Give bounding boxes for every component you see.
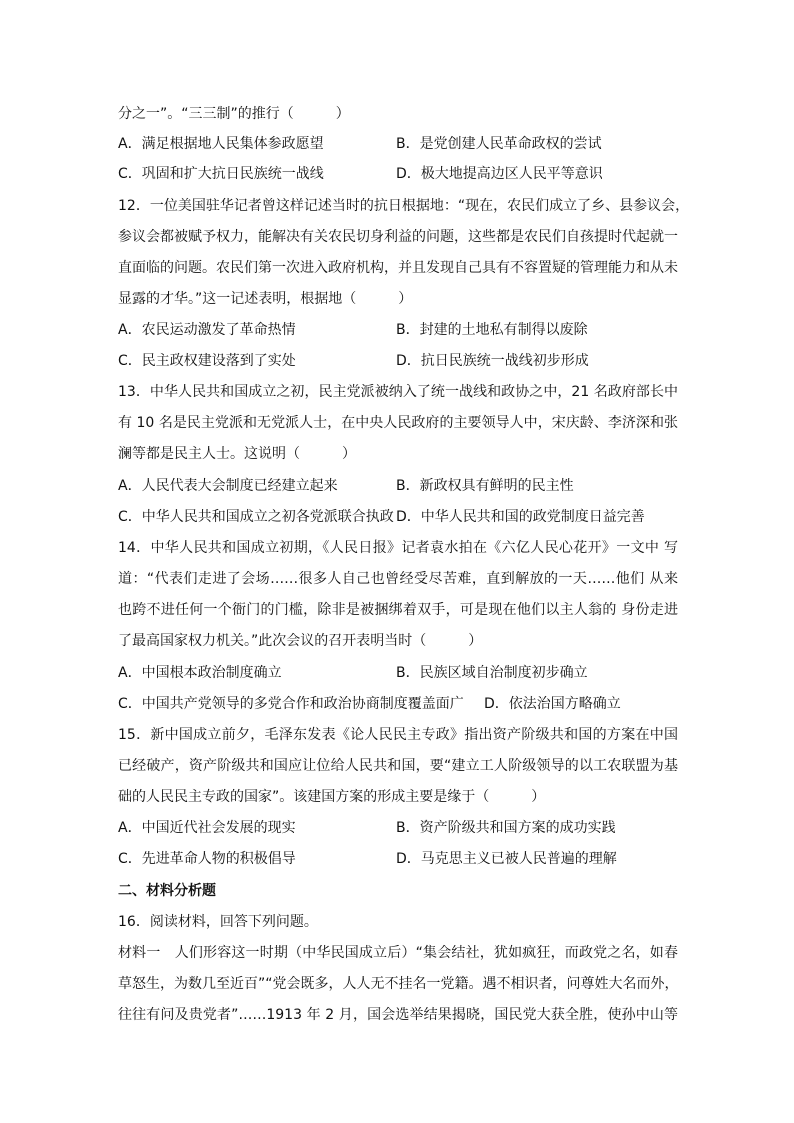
q16-stem: 16．阅读材料，回答下列问题。 <box>118 914 318 930</box>
q11-options-row-2 <box>118 164 678 184</box>
material-one-line: 草怒生，为数几至近百”“党会既多，人人无不挂名一党籍。遇不相识者，问尊姓大名而外， <box>118 976 679 992</box>
q12-stem-line: 直面临的问题。农民们第一次进入政府机构，并且发现自己具有不容置疑的管理能力和从未 <box>118 260 678 276</box>
q14-stem-line: 道：“代表们走进了会场……很多人自己也曾经受尽苦难，直到解放的一天……他们 从来 <box>118 571 678 587</box>
q13-stem-line: 澜等都是民主人士。这说明（ ） <box>118 446 356 462</box>
q15-options-row-2 <box>118 849 678 869</box>
q15-stem-line: 础的人民民主专政的国家”。该建国方案的形成主要是缘于（ ） <box>118 789 546 805</box>
q14-stem-line: 了最高国家权力机关。”此次会议的召开表明当时（ ） <box>118 633 483 649</box>
q11-option-c: C．巩固和扩大抗日民族统一战线 <box>118 166 324 182</box>
q14-option-b: B．民族区域自治制度初步确立 <box>396 665 588 681</box>
q13-stem-line: 有 10 名是民主党派和无党派人士，在中央人民政府的主要领导人中，宋庆龄、李济深和张 <box>118 415 678 431</box>
q14-option-c: C．中国共产党领导的多党合作和政治协商制度覆盖面广 <box>118 696 464 712</box>
q15-option-c: C．先进革命人物的积极倡导 <box>118 851 296 867</box>
material-one-line: 往往有问及贵党者”……1913 年 2 月，国会选举结果揭晓，国民党大获全胜，使孙中山等 <box>118 1007 678 1023</box>
q14-option-a: A．中国根本政治制度确立 <box>118 665 282 681</box>
q11-stem-end: 分之一”。“三三制”的推行（ ） <box>118 106 350 122</box>
q14-option-d: D．依法治国方略确立 <box>484 696 621 712</box>
q12-options-row-1 <box>118 320 678 340</box>
q15-option-a: A．中国近代社会发展的现实 <box>118 820 296 836</box>
section-heading: 二、材料分析题 <box>118 883 216 899</box>
q13-stem-line: 13．中华人民共和国成立之初，民主党派被纳入了统一战线和政协之中，21 名政府部长中 <box>118 384 678 400</box>
q13-option-b: B．新政权具有鲜明的民主性 <box>396 478 574 494</box>
q11-option-b: B．是党创建人民革命政权的尝试 <box>396 136 602 152</box>
q11-option-d: D．极大地提高边区人民平等意识 <box>396 166 603 182</box>
q15-option-b: B．资产阶级共和国方案的成功实践 <box>396 820 616 836</box>
q14-stem-line: 也跨不进任何一个衙门的门槛，除非是被捆绑着双手，可是现在他们以主人翁的 身份走进 <box>118 602 678 618</box>
q14-options-row-1 <box>118 663 678 683</box>
q14-options-row-2 <box>118 694 678 714</box>
q12-option-c: C．民主政权建设落到了实处 <box>118 353 296 369</box>
q12-stem-line: 12．一位美国驻华记者曾这样记述当时的抗日根据地：“现在，农民们成立了乡、县参议会， <box>118 198 690 214</box>
q15-option-d: D．马克思主义已被人民普遍的理解 <box>396 851 617 867</box>
q12-stem-line: 显露的才华。”这一记述表明，根据地（ ） <box>118 291 413 307</box>
q12-option-d: D．抗日民族统一战线初步形成 <box>396 353 589 369</box>
material-one-line: 材料一 人们形容这一时期（中华民国成立后）“集会结社，犹如疯狂，而政党之名，如春 <box>118 945 678 961</box>
q13-option-c: C．中华人民共和国成立之初各党派联合执政 <box>118 509 394 525</box>
q13-options-row-1 <box>118 476 678 496</box>
q11-option-a: A．满足根据地人民集体参政愿望 <box>118 136 324 152</box>
q12-option-a: A．农民运动激发了革命热情 <box>118 322 296 338</box>
q15-options-row-1 <box>118 818 678 838</box>
q12-option-b: B．封建的土地私有制得以废除 <box>396 322 588 338</box>
q13-option-d: D．中华人民共和国的政党制度日益完善 <box>396 509 645 525</box>
q15-stem-line: 已经破产，资产阶级共和国应让位给人民共和国，要“建立工人阶级领导的以工农联盟为基 <box>118 758 678 774</box>
q13-option-a: A．人民代表大会制度已经建立起来 <box>118 478 338 494</box>
q13-options-row-2 <box>118 507 678 527</box>
q12-stem-line: 参议会都被赋予权力，能解决有关农民切身利益的问题，这些都是农民们自孩提时代起就一 <box>118 229 678 245</box>
q14-stem-line: 14．中华人民共和国成立初期，《人民日报》记者袁水拍在《六亿人民心花开》一文中 写 <box>118 540 678 556</box>
q11-options-row-1 <box>118 134 678 154</box>
q15-stem-line: 15．新中国成立前夕，毛泽东发表《论人民民主专政》指出资产阶级共和国的方案在中国 <box>118 727 678 743</box>
q12-options-row-2 <box>118 351 678 371</box>
